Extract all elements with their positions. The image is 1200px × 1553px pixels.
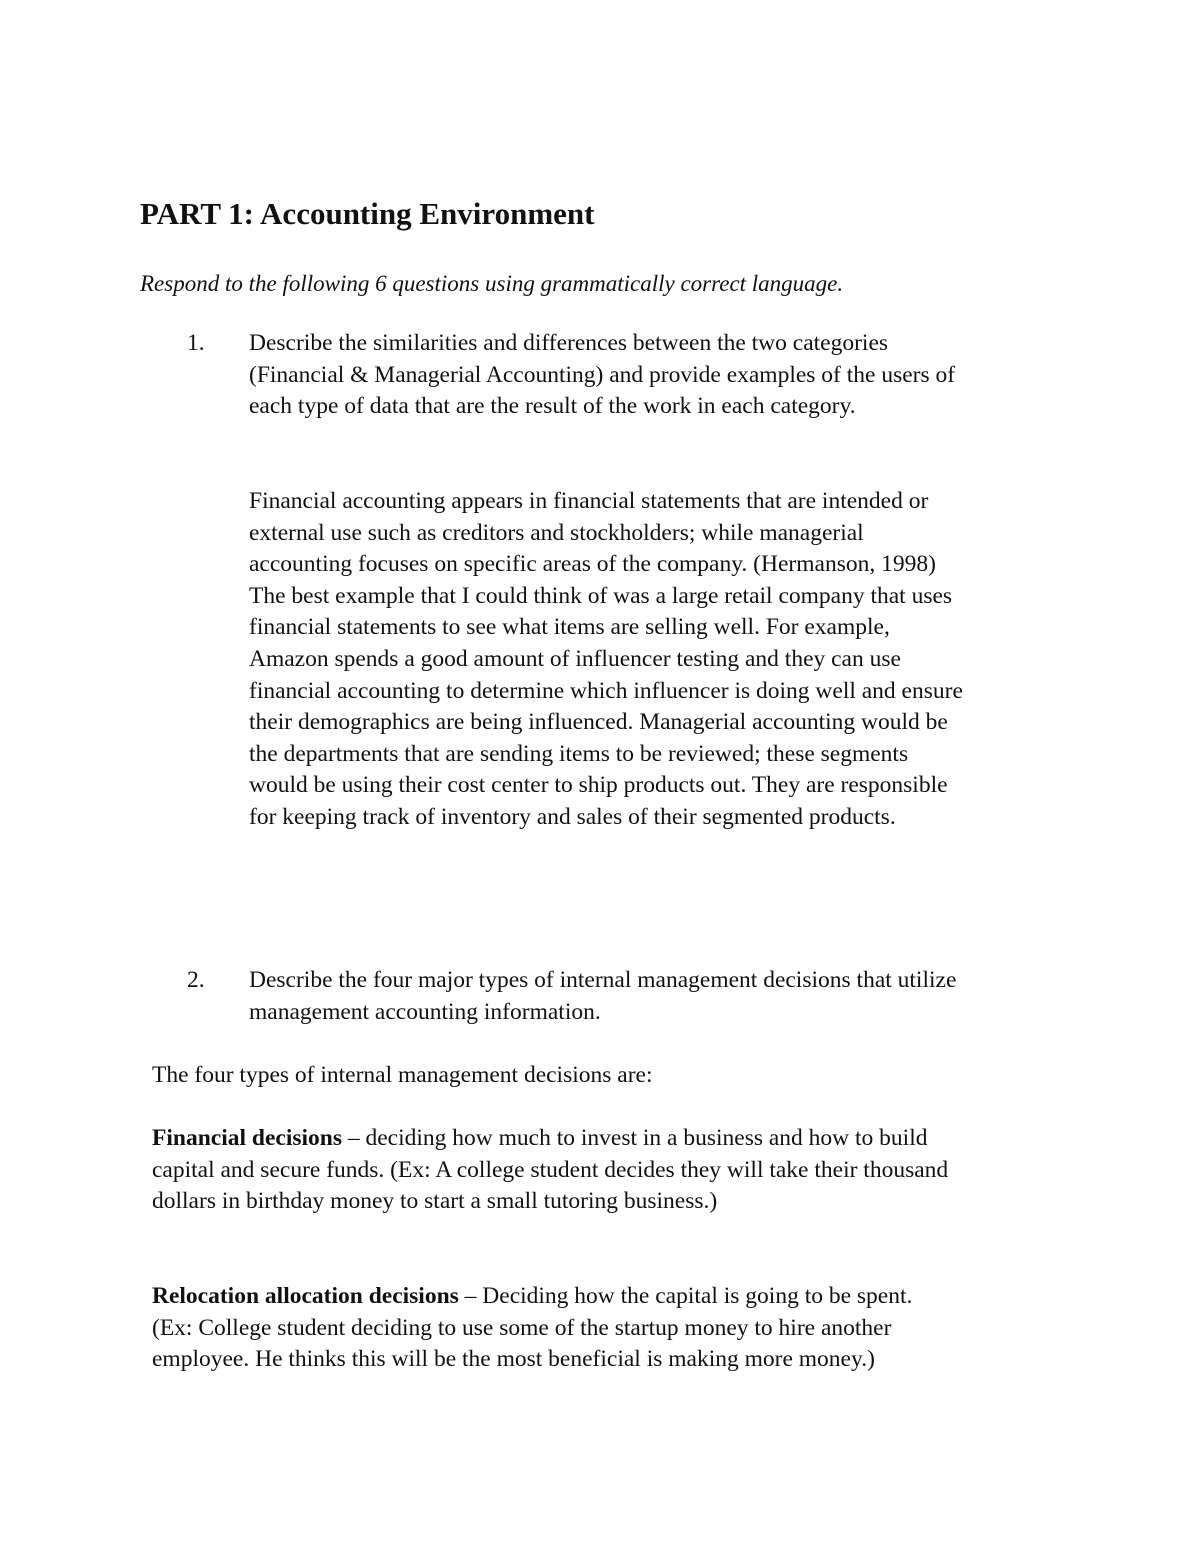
question-text: Describe the similarities and differences between the two categories (Financial & Managerial Accounting) and provide examples of the users of each type of data that are the result of the work in each category. [249, 330, 956, 420]
answer-intro: The four types of internal management decisions are: [152, 1062, 653, 1088]
question-text: Describe the four major types of internal management decisions that utilize management accounting information. [249, 967, 957, 1025]
answer-text: Financial accounting appears in financial statements that are intended or external use such as creditors and stockholders; while managerial accounting focuses on specific areas of the company. (Hermanson, 1998) The best example that I could think of was a large retail company that uses financial statements to see what items are selling well. For example, Amazon spends a good amount of influencer testing and they can use financial accounting to determine which influencer is doing well and ensure their demographics are being influenced. Managerial accounting would be the departments that are sending items to be reviewed; these segments would be using their cost center to ship products out. They are responsible for keeping track of inventory and sales of their segmented products. [249, 488, 963, 830]
question-number: 2. [187, 967, 205, 993]
decision-term: Relocation allocation decisions [152, 1283, 459, 1309]
decision-description: – deciding how much to invest in a business and how to build capital and secure funds. (Ex: A college student decides they will take their thousand dollars in birthday money to start a small tutoring business.) [152, 1125, 949, 1215]
decision-term: Financial decisions [152, 1125, 342, 1151]
question-number: 1. [187, 330, 205, 356]
decision-item [152, 1123, 952, 1218]
instruction-text: Respond to the following 6 questions using grammatically correct language. [140, 271, 844, 296]
page-title: PART 1: Accounting Environment [140, 196, 595, 231]
decision-description: – Deciding how the capital is going to be spent. (Ex: College student deciding to use some of the startup money to hire another employee. He thinks this will be the most beneficial is making more money.) [152, 1283, 913, 1373]
decision-item [152, 1281, 952, 1376]
